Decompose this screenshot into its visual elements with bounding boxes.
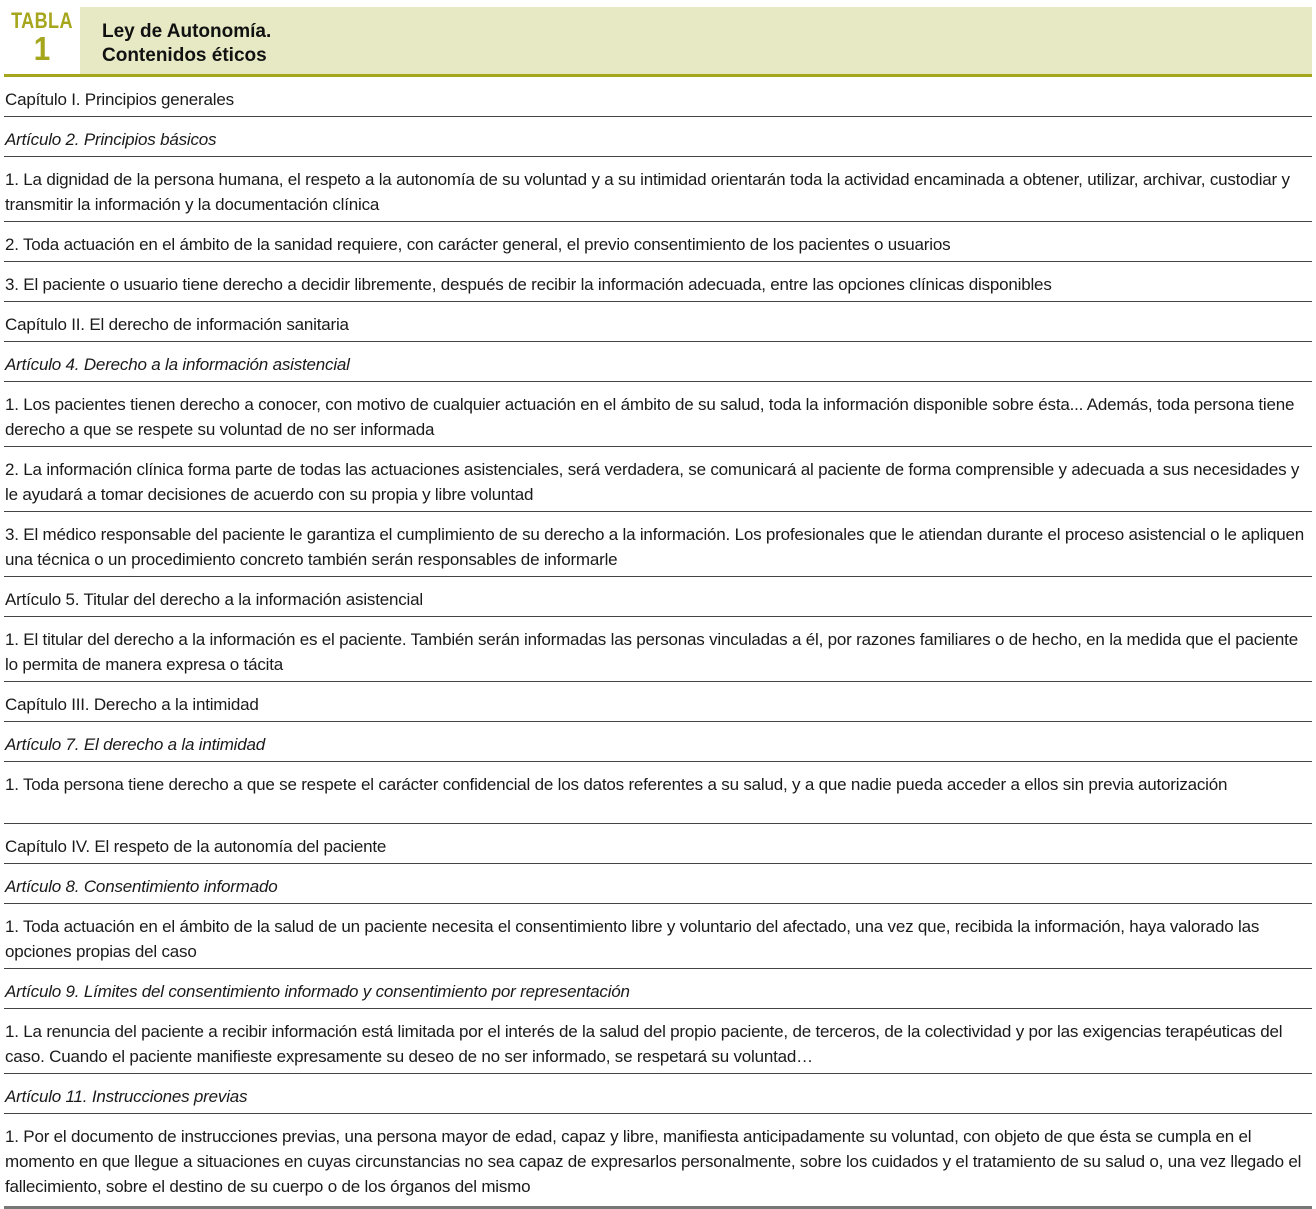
article-row: Artículo 9. Límites del consentimiento informado y consentimiento por representación [4, 969, 1312, 1009]
clause-row: 1. Por el documento de instrucciones previas, una persona mayor de edad, capaz y libre, manifiesta anticipadamente su voluntad, con objeto de que ésta se cumpla en el momento en que llegue a situaciones en cuyas circunstancias no sea capaz de expresarlos personalmente, sobre los cuidados y el tratamiento de su salud o, una vez llegado el fallecimiento, sobre el destino de su cuerpo o de los órganos del mismo [5, 1127, 1302, 1196]
clause-row: 1. Toda persona tiene derecho a que se respete el carácter confidencial de los datos referentes a su salud, y a que nadie pueda acceder a ellos sin previa autorización [4, 762, 1312, 824]
chapter-row: Capítulo III. Derecho a la intimidad [4, 682, 1312, 722]
clause-row: 1. Los pacientes tienen derecho a conocer, con motivo de cualquier actuación en el ámbito de su salud, toda la información disponible sobre ésta... Además, toda persona tiene derecho a que se respete su voluntad de no ser informada [4, 382, 1312, 447]
article-row: Artículo 2. Principios básicos [4, 117, 1312, 157]
clause-row: 1. Toda actuación en el ámbito de la salud de un paciente necesita el consentimiento libre y voluntario del afectado, una vez que, recibida la información, haya valorado las opciones propias del caso [4, 904, 1312, 969]
ethics-table [4, 7, 1312, 1209]
table-label [4, 7, 80, 74]
table-title-line-2: Contenidos éticos [102, 45, 267, 66]
clause-row: 2. La información clínica forma parte de todas las actuaciones asistenciales, será verdadera, se comunicará al paciente de forma comprensible y adecuada a sus necesidades y le ayudará a tomar decisiones de acuerdo con su propia y libre voluntad [4, 447, 1312, 512]
table-title [80, 7, 1312, 74]
chapter-row: Capítulo II. El derecho de información sanitaria [4, 302, 1312, 342]
article-row: Artículo 7. El derecho a la intimidad [4, 722, 1312, 762]
table-header [4, 7, 1312, 77]
chapter-row: Capítulo I. Principios generales [4, 77, 1312, 117]
table-label-number: 1 [33, 30, 51, 67]
clause-row: 1. El titular del derecho a la información es el paciente. También serán informadas las personas vinculadas a él, por razones familiares o de hecho, en la medida que el paciente lo permita de manera expresa o tácita [4, 617, 1312, 682]
clause-row: 2. Toda actuación en el ámbito de la sanidad requiere, con carácter general, el previo consentimiento de los pacientes o usuarios [4, 222, 1312, 262]
article-row: Artículo 5. Titular del derecho a la información asistencial [4, 577, 1312, 617]
article-row: Artículo 8. Consentimiento informado [4, 864, 1312, 904]
clause-row: 3. El paciente o usuario tiene derecho a decidir libremente, después de recibir la información adecuada, entre las opciones clínicas disponibles [4, 262, 1312, 302]
article-row: Artículo 4. Derecho a la información asistencial [4, 342, 1312, 382]
clause-row: 1. La renuncia del paciente a recibir información está limitada por el interés de la salud del propio paciente, de terceros, de la colectividad y por las exigencias terapéuticas del caso. Cuando el paciente manifieste expresamente su deseo de no ser informado, se respetará su voluntad… [4, 1009, 1312, 1074]
clause-row: 3. El médico responsable del paciente le garantiza el cumplimiento de su derecho a la información. Los profesionales que le atiendan durante el proceso asistencial o le apliquen una técnica o un procedimiento concreto también serán responsables de informarle [4, 512, 1312, 577]
article-row: Artículo 11. Instrucciones previas [4, 1074, 1312, 1114]
table-body [4, 77, 1312, 1203]
table-label-word: TABLA [11, 8, 73, 33]
clause-row: 1. La dignidad de la persona humana, el respeto a la autonomía de su voluntad y a su intimidad orientarán toda la actividad encaminada a obtener, utilizar, archivar, custodiar y transmitir la información y la documentación clínica [4, 157, 1312, 222]
table-title-line-1: Ley de Autonomía. [102, 21, 272, 42]
chapter-row: Capítulo IV. El respeto de la autonomía del paciente [4, 824, 1312, 864]
